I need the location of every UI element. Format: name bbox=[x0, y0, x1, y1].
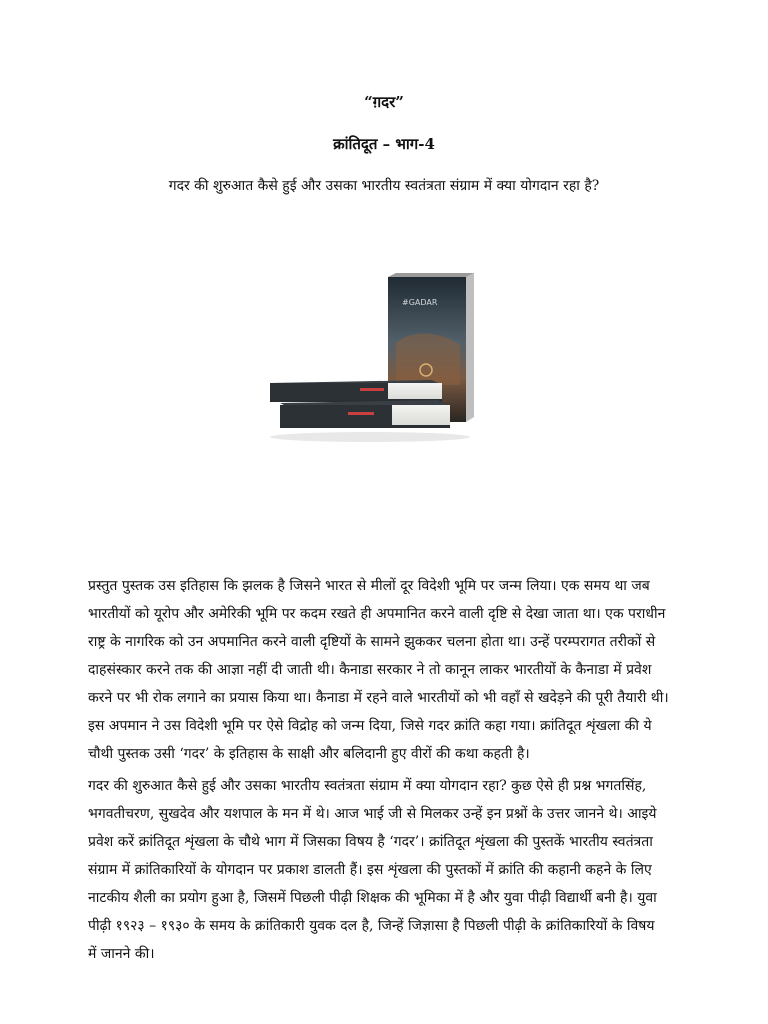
paragraph-line: राष्ट्र के नागरिक को उन अपमानित करने वाली दृष्टियों के सामने झुककर चलना होता था। उन्हें परम्परागत तरीकों से bbox=[88, 634, 656, 650]
cover-title-text: #GADAR bbox=[402, 298, 438, 307]
paragraph-line: गदर की शुरुआत कैसे हुई और उसका भारतीय स्वतंत्रता संग्राम में क्या योगदान रहा? कुछ ऐसे ही प्रश्न भगतसिंह, bbox=[88, 778, 647, 794]
paragraph-line: संग्राम में क्रांतिकारियों के योगदान पर प्रकाश डालती हैं। इस शृंखला की पुस्तकों में क्रांति की कहानी कहने के लिए bbox=[88, 862, 652, 878]
paragraph-line: भगवतीचरण, सुखदेव और यशपाल के मन में थे। आज भाई जी से मिलकर उन्हें इन प्रश्नों के उत्तर जानने थे। आइये bbox=[88, 806, 657, 822]
document-subtitle: क्रांतिदूत – भाग-4 bbox=[333, 135, 435, 153]
document-title: “ग़दर” bbox=[364, 93, 404, 111]
paragraph-series-description bbox=[88, 772, 688, 968]
paragraph-line: नाटकीय शैली का प्रयोग हुआ है, जिसमें पिछली पीढ़ी शिक्षक की भूमिका में है और युवा पीढ़ी विद्यार्थी बनी है। युवा bbox=[88, 890, 657, 906]
paragraph-line: प्रवेश करें क्रांतिदूत शृंखला के चौथे भाग में जिसका विषय है ‘गदर’। क्रांतिदूत शृंखला की पुस्तकें भारतीय स्वतंत्रता bbox=[88, 834, 653, 850]
book-stack-image bbox=[210, 225, 560, 480]
paragraph-line: पीढ़ी १९२३ – १९३० के समय के क्रांतिकारी युवक दल है, जिन्हें जिज्ञासा है पिछली पीढ़ी के क्रांतिकारियों के विषय bbox=[88, 918, 655, 934]
paragraph-line: करने पर भी रोक लगाने का प्रयास किया था। कैनाडा में रहने वाले भारतीयों को भी वहाँ से खदेड़ने की पूरी तैयारी थी। bbox=[88, 690, 669, 706]
paragraph-line: में जानने की। bbox=[88, 946, 155, 962]
book-stack-illustration bbox=[210, 225, 560, 480]
paragraph-introduction bbox=[88, 572, 688, 768]
document-question: गदर की शुरुआत कैसे हुई और उसका भारतीय स्वतंत्रता संग्राम में क्या योगदान रहा है? bbox=[168, 178, 600, 194]
paragraph-line: भारतीयों को यूरोप और अमेरिकी भूमि पर कदम रखते ही अपमानित करने वाली दृष्टि से देखा जाता था। एक पराधीन bbox=[88, 606, 666, 622]
stacked-book-bottom bbox=[280, 400, 450, 428]
paragraph-line: इस अपमान ने उस विदेशी भूमि पर ऐसे विद्रोह को जन्म दिया, जिसे गदर क्रांति कहा गया। क्रांतिदूत शृंखला की ये bbox=[88, 718, 652, 734]
paragraph-line: दाहसंस्कार करने तक की आज्ञा नहीं दी जाती थी। कैनाडा सरकार ने तो कानून लाकर भारतीयों के कैनाडा में प्रवेश bbox=[88, 662, 652, 678]
paragraph-line: प्रस्तुत पुस्तक उस इतिहास कि झलक है जिसने भारत से मीलों दूर विदेशी भूमि पर जन्म लिया। एक समय था जब bbox=[88, 578, 650, 594]
paragraph-line: चौथी पुस्तक उसी ‘गदर’ के इतिहास के साक्षी और बलिदानी हुए वीरों की कथा कहती है। bbox=[88, 746, 530, 762]
stacked-book-top bbox=[270, 380, 442, 402]
